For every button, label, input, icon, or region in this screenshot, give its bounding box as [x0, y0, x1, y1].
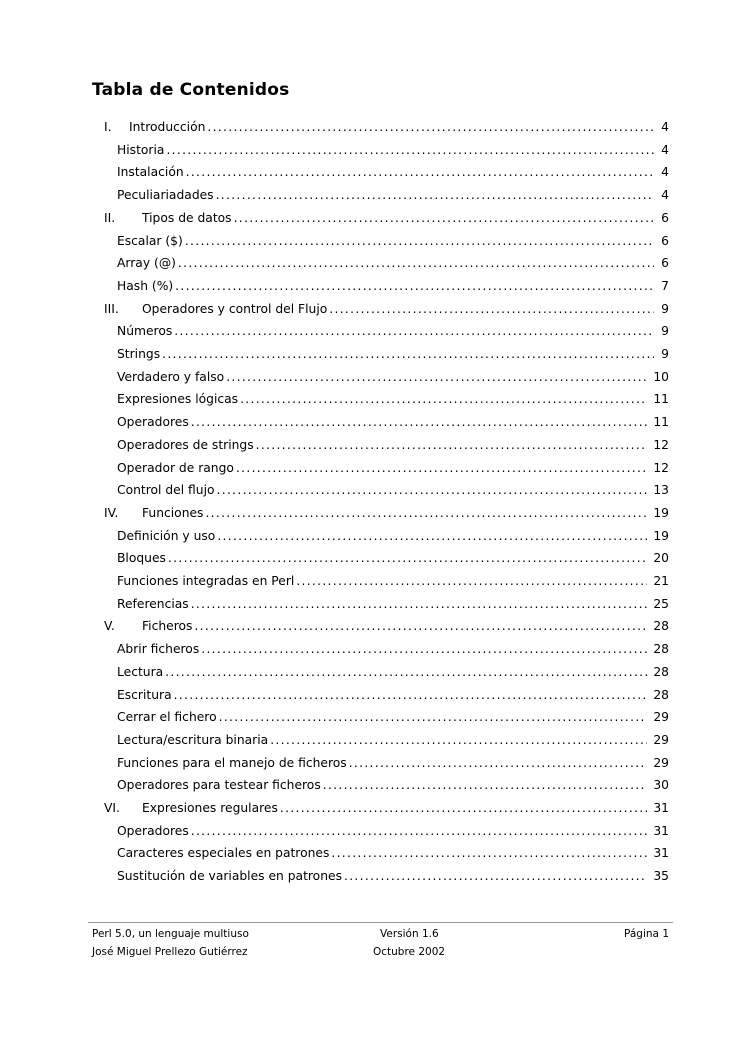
toc-entry-page: 9 [661, 347, 669, 361]
toc-entry-title: Operadores y control del Flujo [142, 301, 328, 316]
toc-section-entry[interactable] [0, 730, 744, 750]
toc-section-entry[interactable] [0, 458, 744, 478]
toc-entry-leader [117, 526, 649, 546]
toc-entry-leader [117, 162, 656, 182]
toc-dot-leader [349, 753, 647, 773]
toc-entry-page: 11 [653, 415, 669, 430]
toc-dot-leader [344, 866, 647, 886]
toc-entry-page: 4 [661, 188, 669, 203]
toc-entry-title: Cerrar el fichero [117, 710, 217, 725]
toc-entry-title: Array (@) [117, 256, 176, 271]
toc-dot-leader [329, 299, 654, 319]
toc-entry-number: IV. [104, 505, 119, 520]
toc-entry-title: Verdadero y falso [117, 369, 225, 384]
toc-entry-page: 31 [653, 823, 669, 838]
toc-entry-page: 4 [661, 120, 669, 134]
toc-entry-page: 9 [661, 324, 669, 339]
toc-entry-title: Peculiariadades [117, 188, 214, 203]
toc-entry-page: 28 [653, 664, 669, 679]
toc-section-entry[interactable] [0, 253, 744, 273]
toc-dot-leader [226, 367, 647, 387]
toc-dot-leader [217, 480, 647, 500]
toc-entry-number: VI. [104, 801, 120, 815]
toc-chapter-entry[interactable] [0, 208, 744, 228]
footer-page-number: Página 1 [624, 928, 669, 940]
toc-dot-leader [280, 798, 647, 818]
toc-entry-leader [117, 435, 649, 455]
toc-entry-page: 12 [653, 437, 669, 452]
toc-entry-page: 29 [653, 710, 669, 725]
toc-section-entry[interactable] [0, 821, 744, 841]
toc-entry-page: 28 [653, 687, 669, 702]
toc-dot-leader [296, 571, 647, 591]
toc-dot-leader [191, 594, 647, 614]
toc-entry-leader [117, 344, 656, 364]
toc-entry-title: Abrir ficheros [117, 642, 200, 657]
toc-entry-leader [117, 571, 649, 591]
toc-entry-title: Tipos de datos [142, 210, 232, 225]
toc-entry-page: 28 [653, 642, 669, 657]
toc-section-entry[interactable] [0, 162, 744, 182]
toc-entry-page: 6 [661, 256, 669, 271]
toc-section-entry[interactable] [0, 843, 744, 863]
toc-dot-leader [174, 321, 654, 341]
toc-section-entry[interactable] [0, 140, 744, 160]
toc-entry-title: Bloques [117, 551, 166, 566]
toc-entry-leader [117, 276, 656, 296]
toc-dot-leader [174, 685, 647, 705]
toc-dot-leader [165, 662, 647, 682]
toc-dot-leader [205, 503, 647, 523]
toc-entry-leader [117, 367, 649, 387]
toc-section-entry[interactable] [0, 367, 744, 387]
toc-entry-leader [117, 775, 649, 795]
toc-entry-page: 29 [653, 755, 669, 770]
toc-entry-title: Referencias [117, 596, 189, 611]
toc-entry-title: Lectura [117, 664, 164, 679]
toc-entry-leader [117, 389, 649, 409]
toc-entry-title: Lectura/escritura binaria [117, 732, 269, 747]
toc-dot-leader [185, 231, 654, 251]
toc-entry-leader [117, 843, 649, 863]
toc-section-entry[interactable] [0, 866, 744, 886]
footer-doc-title: Perl 5.0, un lenguaje multiuso [92, 928, 249, 940]
toc-dot-leader [234, 208, 654, 228]
footer-version: Versión 1.6 [380, 928, 439, 940]
toc-section-entry[interactable] [0, 185, 744, 205]
toc-dot-leader [162, 344, 654, 364]
toc-chapter-entry[interactable] [0, 503, 744, 523]
toc-entry-leader [104, 798, 649, 818]
toc-entry-leader [117, 639, 649, 659]
toc-entry-leader [117, 866, 649, 886]
toc-dot-leader [194, 616, 647, 636]
toc-entry-leader [117, 321, 656, 341]
toc-dot-leader [175, 276, 654, 296]
toc-chapter-entry[interactable] [0, 798, 744, 818]
toc-dot-leader [217, 526, 647, 546]
toc-entry-title: Control del flujo [117, 483, 215, 498]
toc-entry-title: Operadores [117, 823, 189, 838]
toc-section-entry[interactable] [0, 344, 744, 364]
toc-entry-page: 11 [653, 392, 669, 407]
toc-chapter-entry[interactable] [0, 299, 744, 319]
toc-entry-leader [117, 753, 649, 773]
toc-dot-leader [219, 707, 647, 727]
toc-dot-leader [270, 730, 647, 750]
toc-entry-title: Instalación [117, 165, 184, 180]
toc-entry-page: 28 [653, 619, 669, 634]
toc-entry-page: 20 [653, 551, 669, 566]
toc-entry-title: Operadores de strings [117, 437, 254, 452]
toc-dot-leader [323, 775, 647, 795]
toc-entry-leader [104, 503, 649, 523]
toc-section-entry[interactable] [0, 571, 744, 591]
toc-entry-number: I. [104, 120, 112, 134]
toc-section-entry[interactable] [0, 480, 744, 500]
toc-entry-title: Expresiones regulares [142, 801, 278, 815]
toc-entry-leader [117, 480, 649, 500]
toc-section-entry[interactable] [0, 685, 744, 705]
toc-section-entry[interactable] [0, 389, 744, 409]
toc-dot-leader [191, 412, 647, 432]
toc-entry-page: 19 [653, 505, 669, 520]
toc-entry-page: 4 [661, 142, 669, 157]
toc-entry-title: Escritura [117, 687, 172, 702]
toc-entry-page: 29 [653, 732, 669, 747]
toc-section-entry[interactable] [0, 753, 744, 773]
toc-dot-leader [256, 435, 647, 455]
toc-entry-page: 6 [661, 233, 669, 248]
toc-dot-leader [201, 639, 647, 659]
toc-dot-leader [240, 389, 647, 409]
toc-section-entry[interactable] [0, 775, 744, 795]
toc-entry-title: Strings [117, 347, 161, 361]
toc-entry-title: Ficheros [142, 619, 193, 634]
toc-entry-page: 10 [653, 369, 669, 384]
toc-entry-leader [117, 412, 649, 432]
toc-entry-leader [117, 730, 649, 750]
toc-section-entry[interactable] [0, 412, 744, 432]
toc-section-entry[interactable] [0, 594, 744, 614]
toc-entry-number: V. [104, 619, 115, 634]
footer-divider [88, 922, 673, 923]
footer-date: Octubre 2002 [373, 946, 446, 958]
toc-entry-title: Operadores [117, 415, 189, 430]
toc-dot-leader [331, 843, 647, 863]
toc-entry-leader [117, 662, 649, 682]
page-title: Tabla de Contenidos [92, 80, 290, 100]
toc-chapter-entry[interactable] [0, 117, 744, 137]
toc-entry-leader [104, 117, 656, 137]
toc-section-entry[interactable] [0, 276, 744, 296]
toc-entry-leader [117, 458, 649, 478]
toc-entry-page: 7 [661, 278, 669, 293]
toc-dot-leader [216, 185, 654, 205]
footer-author: José Miguel Prellezo Gutiérrez [92, 946, 248, 958]
toc-entry-number: II. [104, 210, 116, 225]
toc-section-entry[interactable] [0, 435, 744, 455]
toc-entry-page: 21 [653, 574, 669, 588]
toc-dot-leader [168, 548, 647, 568]
toc-entry-page: 12 [653, 460, 669, 475]
toc-section-entry[interactable] [0, 321, 744, 341]
toc-entry-title: Sustitución de variables en patrones [117, 869, 342, 884]
toc-entry-title: Funciones para el manejo de ficheros [117, 755, 347, 770]
toc-entry-title: Números [117, 324, 173, 339]
toc-entry-leader [117, 548, 649, 568]
toc-section-entry[interactable] [0, 662, 744, 682]
toc-entry-leader [104, 208, 656, 228]
toc-dot-leader [236, 458, 647, 478]
toc-entry-leader [117, 821, 649, 841]
toc-section-entry[interactable] [0, 526, 744, 546]
toc-dot-leader [207, 117, 654, 137]
toc-entry-leader [117, 185, 656, 205]
toc-entry-title: Escalar ($) [117, 233, 183, 248]
toc-entry-page: 31 [653, 846, 669, 861]
toc-entry-title: Definición y uso [117, 528, 216, 543]
toc-entry-page: 30 [653, 778, 669, 793]
toc-entry-number: III. [104, 301, 119, 316]
toc-entry-leader [117, 685, 649, 705]
toc-entry-leader [104, 299, 656, 319]
toc-entry-leader [104, 616, 649, 636]
toc-entry-title: Caracteres especiales en patrones [117, 846, 330, 861]
toc-entry-title: Funciones [142, 505, 204, 520]
toc-entry-page: 9 [661, 301, 669, 316]
toc-entry-title: Hash (%) [117, 278, 174, 293]
toc-entry-leader [117, 253, 656, 273]
toc-entry-title: Operador de rango [117, 460, 234, 475]
toc-section-entry[interactable] [0, 548, 744, 568]
toc-section-entry[interactable] [0, 639, 744, 659]
toc-entry-page: 13 [653, 483, 669, 498]
toc-entry-page: 19 [653, 528, 669, 543]
toc-entry-title: Introducción [129, 120, 206, 134]
toc-entry-title: Funciones integradas en Perl [117, 574, 295, 588]
toc-dot-leader [186, 162, 654, 182]
toc-entry-page: 31 [653, 801, 669, 815]
toc-dot-leader [166, 140, 654, 160]
toc-section-entry[interactable] [0, 707, 744, 727]
toc-chapter-entry[interactable] [0, 616, 744, 636]
toc-entry-leader [117, 594, 649, 614]
toc-entry-title: Expresiones lógicas [117, 392, 239, 407]
toc-entry-title: Operadores para testear ficheros [117, 778, 321, 793]
toc-entry-leader [117, 140, 656, 160]
toc-section-entry[interactable] [0, 231, 744, 251]
toc-entry-page: 4 [661, 165, 669, 180]
toc-entry-leader [117, 231, 656, 251]
toc-entry-page: 25 [653, 596, 669, 611]
toc-entry-title: Historia [117, 142, 165, 157]
toc-entry-page: 6 [661, 210, 669, 225]
toc-dot-leader [178, 253, 654, 273]
toc-entry-page: 35 [653, 869, 669, 884]
toc-dot-leader [191, 821, 647, 841]
toc-entry-leader [117, 707, 649, 727]
